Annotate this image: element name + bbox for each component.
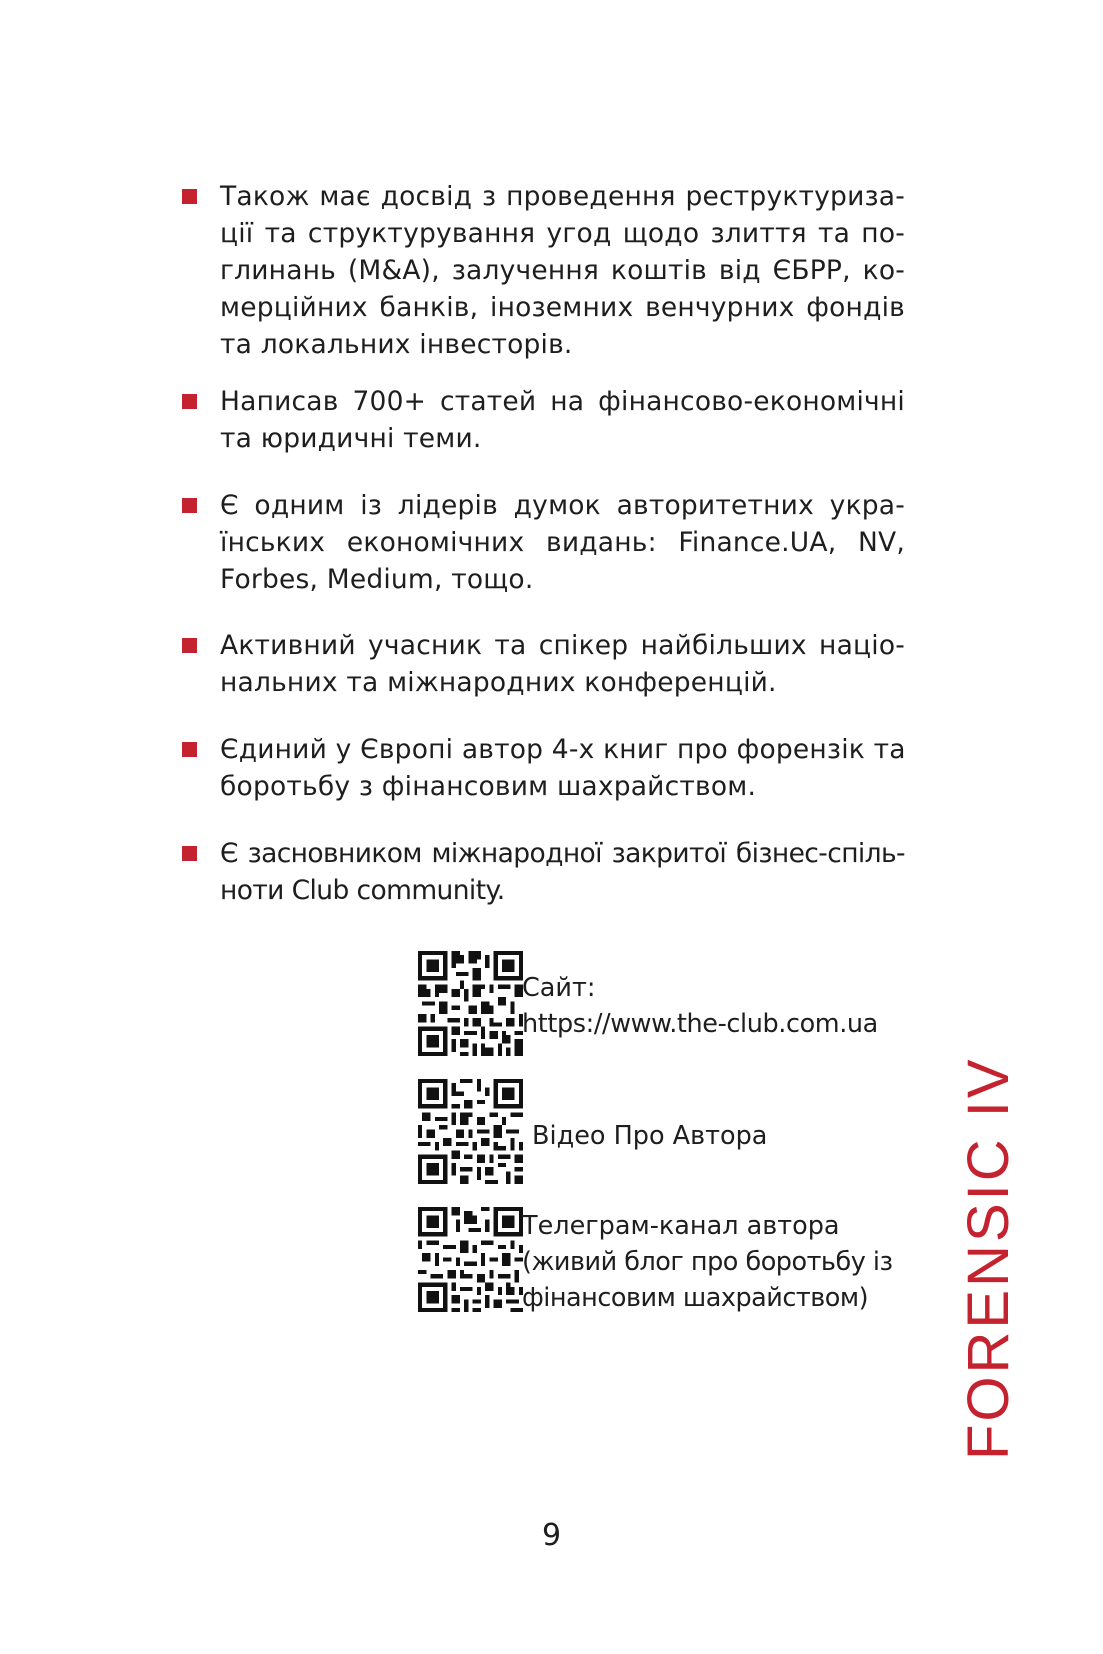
qr-code-site-icon[interactable] — [418, 951, 523, 1056]
bullet-marker — [182, 638, 197, 653]
text-line: глинань (M&A), залучення коштів від ЄБРР, ко- — [220, 255, 905, 286]
text-line: ноти Club community. — [220, 875, 505, 906]
text-line: та локальних інвесторів. — [220, 329, 573, 360]
site-url-link[interactable]: https://www.the-club.com.ua — [522, 1009, 878, 1039]
video-label: Відео Про Автора — [532, 1121, 768, 1151]
text-line: нальних та міжнародних конференцій. — [220, 667, 777, 698]
text-line: та юридичні теми. — [220, 423, 482, 454]
bullet-text — [220, 178, 905, 363]
qr-code-video-icon[interactable] — [418, 1079, 523, 1184]
bullet-text — [220, 731, 905, 805]
text-line: мерційних банків, іноземних венчурних фондів — [220, 292, 905, 323]
telegram-description-line: фінансовим шахрайством) — [522, 1283, 869, 1313]
qr-code-icon — [418, 951, 523, 1056]
side-title: FORENSIC IV — [956, 1056, 1021, 1460]
bullet-marker — [182, 394, 197, 409]
text-line: Є одним із лідерів думок авторитетних укра- — [220, 490, 905, 521]
bullet-text — [220, 383, 905, 457]
bullet-text — [220, 835, 905, 909]
text-line: Єдиний у Європі автор 4-х книг про форензік та — [220, 734, 906, 765]
text-line: Forbes, Medium, тощо. — [220, 564, 534, 595]
qr-code-icon — [418, 1079, 523, 1184]
bullet-marker — [182, 498, 197, 513]
page-number: 9 — [541, 1518, 562, 1553]
text-line: Також має досвід з проведення реструктуриза- — [220, 181, 905, 212]
qr-code-telegram-icon[interactable] — [418, 1207, 523, 1312]
telegram-description-line: (живий блог про боротьбу із — [522, 1247, 893, 1277]
site-label: Сайт: — [522, 973, 596, 1003]
bullet-marker — [182, 742, 197, 757]
text-line: Написав 700+ статей на фінансово-економічні — [220, 386, 905, 417]
bullet-marker — [182, 846, 197, 861]
bullet-text — [220, 627, 905, 701]
qr-code-icon — [418, 1207, 523, 1312]
bullet-text — [220, 487, 905, 598]
text-line: ції та структурування угод щодо злиття та по- — [220, 218, 905, 249]
text-line: боротьбу з фінансовим шахрайством. — [220, 771, 757, 802]
text-line: Є засновником міжнародної закритої бізнес-спіль- — [220, 838, 905, 869]
text-line: їнських економічних видань: Finance.UA, NV, — [220, 527, 905, 558]
bullet-marker — [182, 189, 197, 204]
text-line: Активний учасник та спікер найбільших націо- — [220, 630, 905, 661]
telegram-label: Телеграм-канал автора — [522, 1211, 840, 1241]
